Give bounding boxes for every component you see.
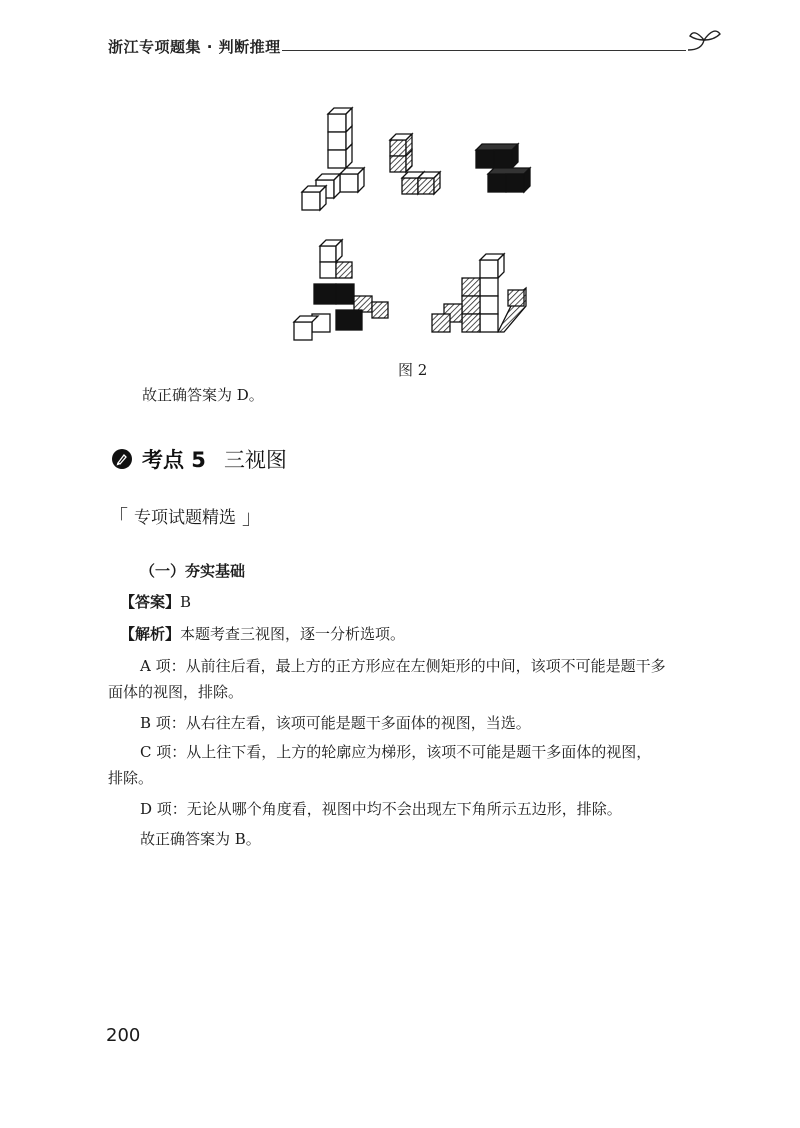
cube-shape-4: [294, 240, 388, 340]
cube-shape-1: [302, 108, 364, 210]
option-b-line1: B 项：从右往左看，该项可能是题干多面体的视图，当选。: [140, 714, 531, 732]
section-heading: [112, 444, 287, 474]
answer-value: B: [180, 593, 192, 611]
option-c-line2: 排除。: [108, 769, 154, 787]
subsection-heading: [108, 501, 262, 530]
analysis-label: 【解析】: [120, 625, 181, 643]
running-header-title: 浙江专项题集 · 判断推理: [108, 38, 281, 56]
answer-label: 【答案】: [120, 593, 181, 611]
part-heading: （一）夯实基础: [140, 562, 246, 580]
section-number: 考点 5: [142, 448, 206, 472]
cube-shape-3: [476, 144, 530, 192]
conclusion-text-2: 故正确答案为 B。: [140, 830, 261, 848]
cube-shape-5: [432, 254, 526, 332]
page-number: 200: [106, 1025, 141, 1046]
pen-badge-icon: [112, 449, 132, 469]
option-a-line2: 面体的视图，排除。: [108, 683, 244, 701]
analysis-text: 本题考查三视图，逐一分析选项。: [180, 625, 406, 643]
subsection-title: 专项试题精选: [134, 508, 236, 528]
section-title: 三视图: [223, 448, 287, 472]
figure-caption: 图 2: [398, 361, 428, 379]
bracket-open: 「: [108, 505, 128, 529]
header-rule: [282, 50, 686, 51]
option-c-line1: C 项：从上往下看，上方的轮廓应为梯形，该项不可能是题干多面体的视图，: [140, 743, 652, 761]
answer-line: [120, 592, 191, 612]
cube-assemblies-figure: [290, 100, 550, 350]
bracket-close: 」: [242, 505, 262, 529]
cube-shape-2: [390, 134, 440, 194]
analysis-line: [120, 624, 405, 644]
option-a-line1: A 项：从前往后看，最上方的正方形应在左侧矩形的中间，该项不可能是题干多: [140, 657, 666, 675]
sprout-icon: [684, 26, 724, 56]
option-d-line1: D 项：无论从哪个角度看，视图中均不会出现左下角所示五边形，排除。: [140, 800, 622, 818]
conclusion-text: 故正确答案为 D。: [142, 386, 264, 404]
